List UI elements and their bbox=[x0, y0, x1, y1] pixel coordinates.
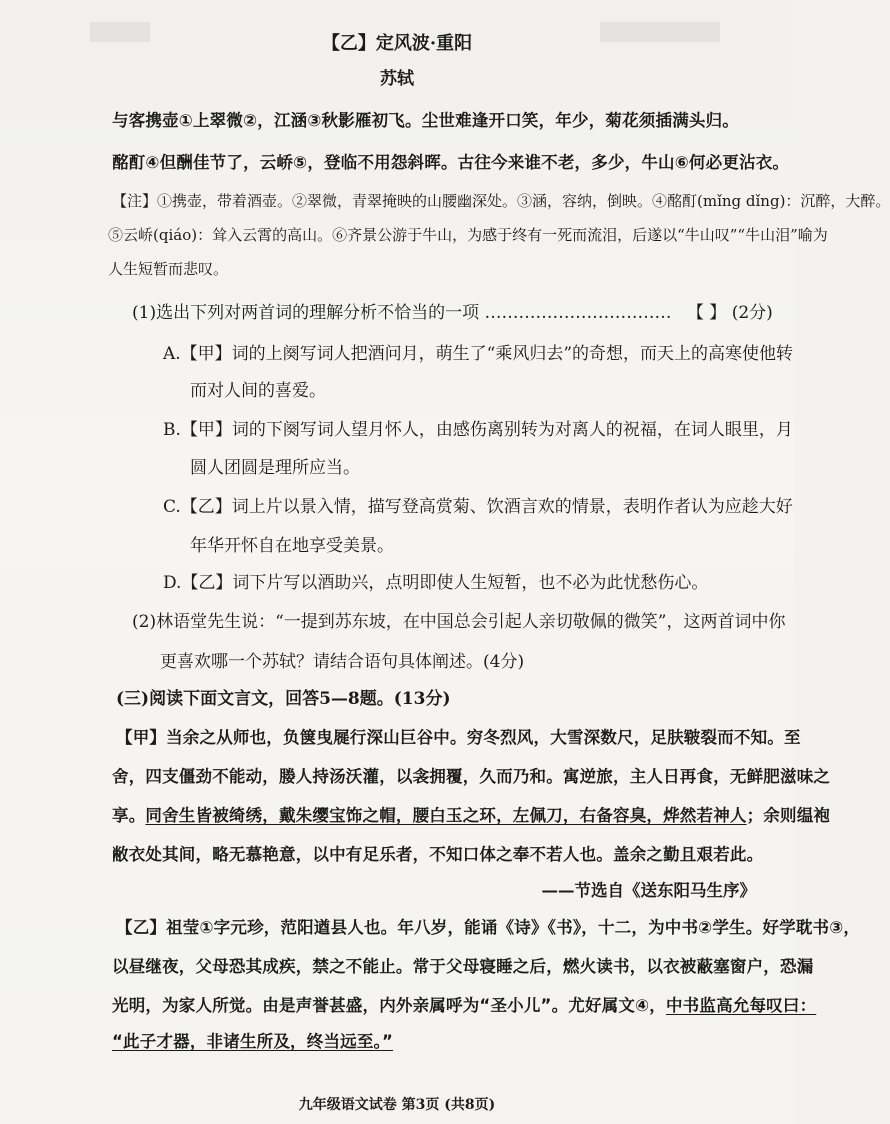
section-3-heading: (三)阅读下面文言文，回答5—8题。(13分) bbox=[116, 689, 451, 709]
question-1-stem bbox=[132, 302, 773, 324]
question-1-score: (2分) bbox=[731, 303, 773, 323]
answer-bracket: 【 】 bbox=[686, 303, 727, 323]
yi-line-3-start: 光明，为家人所觉。由是声誉甚盛，内外亲属呼为“圣小儿”。尤好属文④， bbox=[112, 996, 666, 1015]
yi-underlined-quote-end: “此子才器，非诸生所及，终当远至。” bbox=[112, 1032, 394, 1051]
poem-note-3: 人生短暂而悲叹。 bbox=[108, 260, 229, 278]
poem-line-2: 酩酊④但酬佳节了，云峤⑤，登临不用怨斜晖。古往今来谁不老，多少，牛山⑥何必更沾衣。 bbox=[112, 153, 790, 172]
jia-underlined-sentence: 同舍生皆被绮绣，戴朱缨宝饰之帽，腰白玉之环，左佩刀，右备容臭，烨然若神人 bbox=[145, 806, 747, 825]
question-2-line-1: (2)林语堂先生说：“一提到苏东坡，在中国总会引起人亲切敬佩的微笑”，这两首词中你 bbox=[132, 612, 786, 632]
poem-author: 苏轼 bbox=[380, 69, 414, 89]
jia-line-1: 【甲】当余之从师也，负箧曳屣行深山巨谷中。穷冬烈风，大雪深数尺，足肤皲裂而不知。至 bbox=[116, 728, 801, 747]
option-b-line-1: B.【甲】词的下阕写词人望月怀人，由感伤离别转为对离人的祝福，在词人眼里，月 bbox=[163, 420, 793, 440]
poem-line-1: 与客携壶①上翠微②，江涵③秋影雁初飞。尘世难逢开口笑，年少，菊花须插满头归。 bbox=[112, 111, 740, 130]
option-c-line-2: 年华开怀自在地享受美景。 bbox=[190, 536, 394, 556]
option-b-line-2: 圆人团圆是理所应当。 bbox=[190, 458, 360, 478]
option-c-line-1: C.【乙】词上片以景入情，描写登高赏菊、饮酒言欢的情景，表明作者认为应趁大好 bbox=[163, 497, 793, 517]
jia-line-3-start: 享。 bbox=[112, 806, 146, 825]
page-footer: 九年级语文试卷 第3页 (共8页) bbox=[298, 1097, 496, 1113]
yi-line-4 bbox=[112, 1031, 393, 1053]
option-a-line-2: 而对人间的喜爱。 bbox=[190, 381, 326, 401]
jia-source: ——节选自《送东阳马生序》 bbox=[541, 881, 756, 900]
question-1-text: (1)选出下列对两首词的理解分析不恰当的一项 …………………………… bbox=[132, 303, 672, 323]
poem-note-2: ⑤云峤(qiáo)：耸入云霄的高山。⑥齐景公游于牛山，为感于终有一死而流泪，后遂以“牛山叹”“牛山泪”喻为 bbox=[108, 226, 828, 244]
yi-line-3 bbox=[112, 995, 816, 1017]
jia-line-2: 舍，四支僵劲不能动，媵人持汤沃灌，以衾拥覆，久而乃和。寓逆旅，主人日再食，无鲜肥滋味之 bbox=[112, 767, 831, 786]
jia-line-3-end: ；余则缊袍 bbox=[746, 806, 831, 825]
yi-line-1: 【乙】祖莹①字元珍，范阳遒县人也。年八岁，能诵《诗》《书》，十二，为中书②学生。好学耽书③， bbox=[116, 918, 861, 937]
option-a-line-1: A.【甲】词的上阕写词人把酒问月，萌生了“乘风归去”的奇想，而天上的高寒使他转 bbox=[163, 344, 794, 364]
jia-line-3 bbox=[112, 805, 830, 827]
yi-underlined-quote-start: 中书监高允每叹曰： bbox=[665, 996, 817, 1015]
option-d-line-1: D.【乙】词下片写以酒助兴，点明即使人生短暂，也不必为此忧愁伤心。 bbox=[163, 573, 709, 593]
poem-note-1: 【注】①携壶，带着酒壶。②翠微，青翠掩映的山腰幽深处。③涵，容纳，倒映。④酩酊(mǐng dǐng)：沉醉，大醉。 bbox=[112, 192, 890, 210]
yi-line-2: 以昼继夜，父母恐其成疾，禁之不能止。常于父母寝睡之后，燃火读书，以衣被蔽塞窗户，恐漏 bbox=[112, 957, 814, 976]
jia-line-4: 敝衣处其间，略无慕艳意，以中有足乐者，不知口体之奉不若人也。盖余之勤且艰若此。 bbox=[112, 845, 764, 864]
poem-title: 【乙】定风波·重阳 bbox=[321, 33, 473, 54]
question-2-line-2: 更喜欢哪一个苏轼？请结合语句具体阐述。(4分) bbox=[160, 652, 525, 672]
